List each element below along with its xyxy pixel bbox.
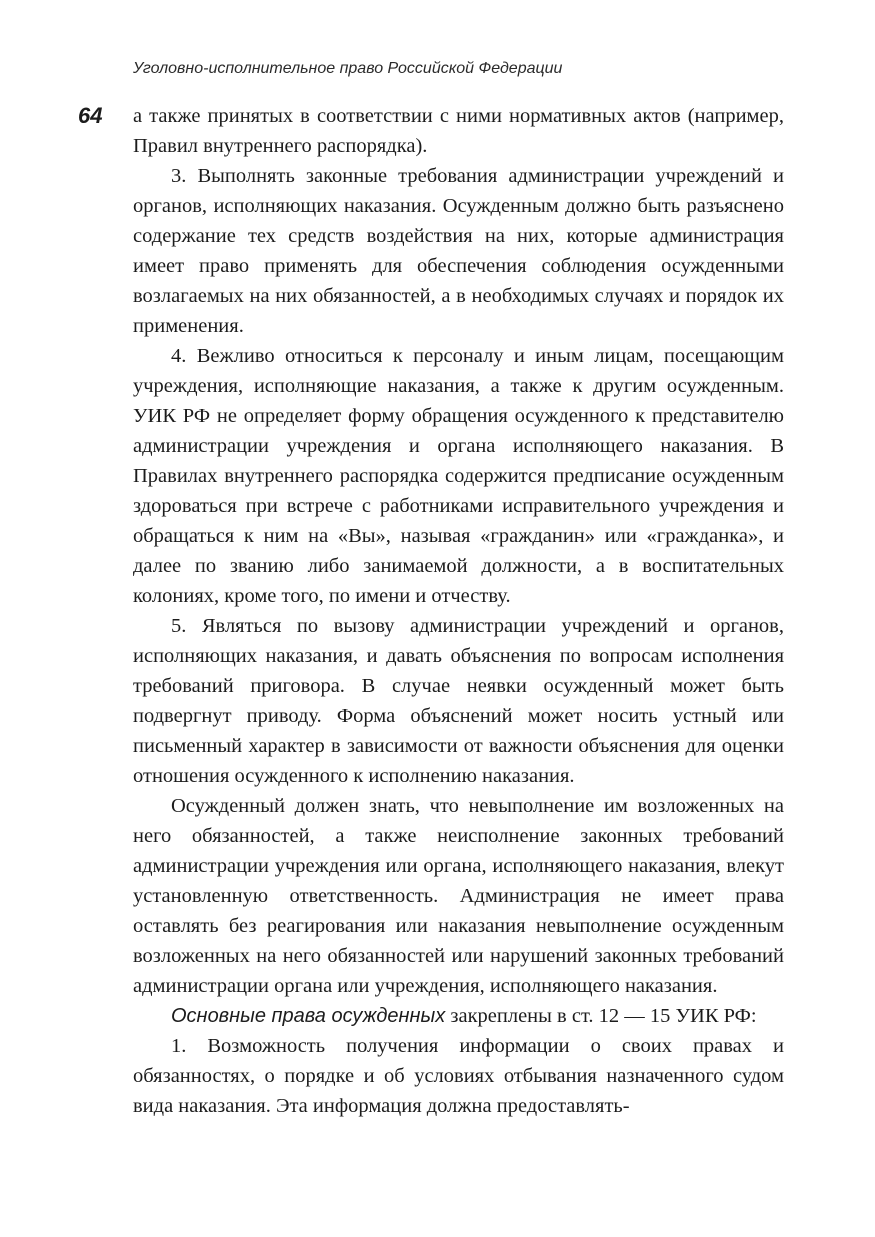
running-head: Уголовно-исполнительное право Российской Федерации bbox=[133, 60, 563, 77]
paragraph-text: 1. Возможность получения информации о своих правах и обязанностях, о порядке и об условиях отбывания назначенного судом вида наказания. Эта информация должна предоставлять- bbox=[133, 1035, 784, 1117]
paragraph-text: 3. Выполнять законные требования администрации учреждений и органов, исполняющих наказания. Осужденным должно быть разъяснено содержание тех средств воздействия на них, которые администрация имеет право применять для обеспечения соблюдения осужденными возлагаемых на них обязанностей, а в необходимых случаях и порядок их применения. bbox=[133, 165, 784, 337]
body-text bbox=[133, 101, 784, 1121]
paragraph-text: 5. Являться по вызову администрации учреждений и органов, исполняющих наказания, и давать объяснения по вопросам исполнения требований приговора. В случае неявки осужденный может быть подвергнут приводу. Форма объяснений может носить устный или письменный характер в зависимости от важности объяснения для оценки отношения осужденного к исполнению наказания. bbox=[133, 615, 784, 787]
paragraph-text: Осужденный должен знать, что невыполнение им возложенных на него обязанностей, а также неисполнение законных требований администрации учреждения или органа, исполняющего наказания, влекут установленную ответственность. Администрация не имеет права оставлять без реагирования или наказания невыполнение осужденным возложенных на него обязанностей или нарушений законных требований администрации органа или учреждения, исполняющего наказания. bbox=[133, 795, 784, 997]
paragraph-text: а также принятых в соответствии с ними нормативных актов (например, Правил внутреннего распорядка). bbox=[133, 105, 784, 157]
paragraph-right-1 bbox=[133, 1031, 784, 1121]
rights-heading-emphasis: Основные права осужденных bbox=[171, 1005, 446, 1027]
paragraph-duty-5 bbox=[133, 611, 784, 791]
paragraph-rights-intro bbox=[133, 1001, 784, 1031]
paragraph-duty-3 bbox=[133, 161, 784, 341]
paragraph-duty-4 bbox=[133, 341, 784, 611]
paragraph-text: 4. Вежливо относиться к персоналу и иным лицам, посещающим учреждения, исполняющие наказания, а также к другим осужденным. УИК РФ не определяет форму обращения осужденного к представителю администрации учреждения и органа исполняющего наказания. В Правилах внутреннего распорядка содержится предписание осужденным здороваться при встрече с работниками исправительного учреждения и обращаться к ним на «Вы», называя «гражданин» или «гражданка», и далее по званию либо занимаемой должности, а в воспитательных колониях, кроме того, по имени и отчеству. bbox=[133, 345, 784, 607]
paragraph-text: закреплены в ст. 12 — 15 УИК РФ: bbox=[445, 1005, 757, 1027]
paragraph-continuation bbox=[133, 101, 784, 161]
page-number: 64 bbox=[78, 103, 103, 128]
paragraph-responsibility bbox=[133, 791, 784, 1001]
